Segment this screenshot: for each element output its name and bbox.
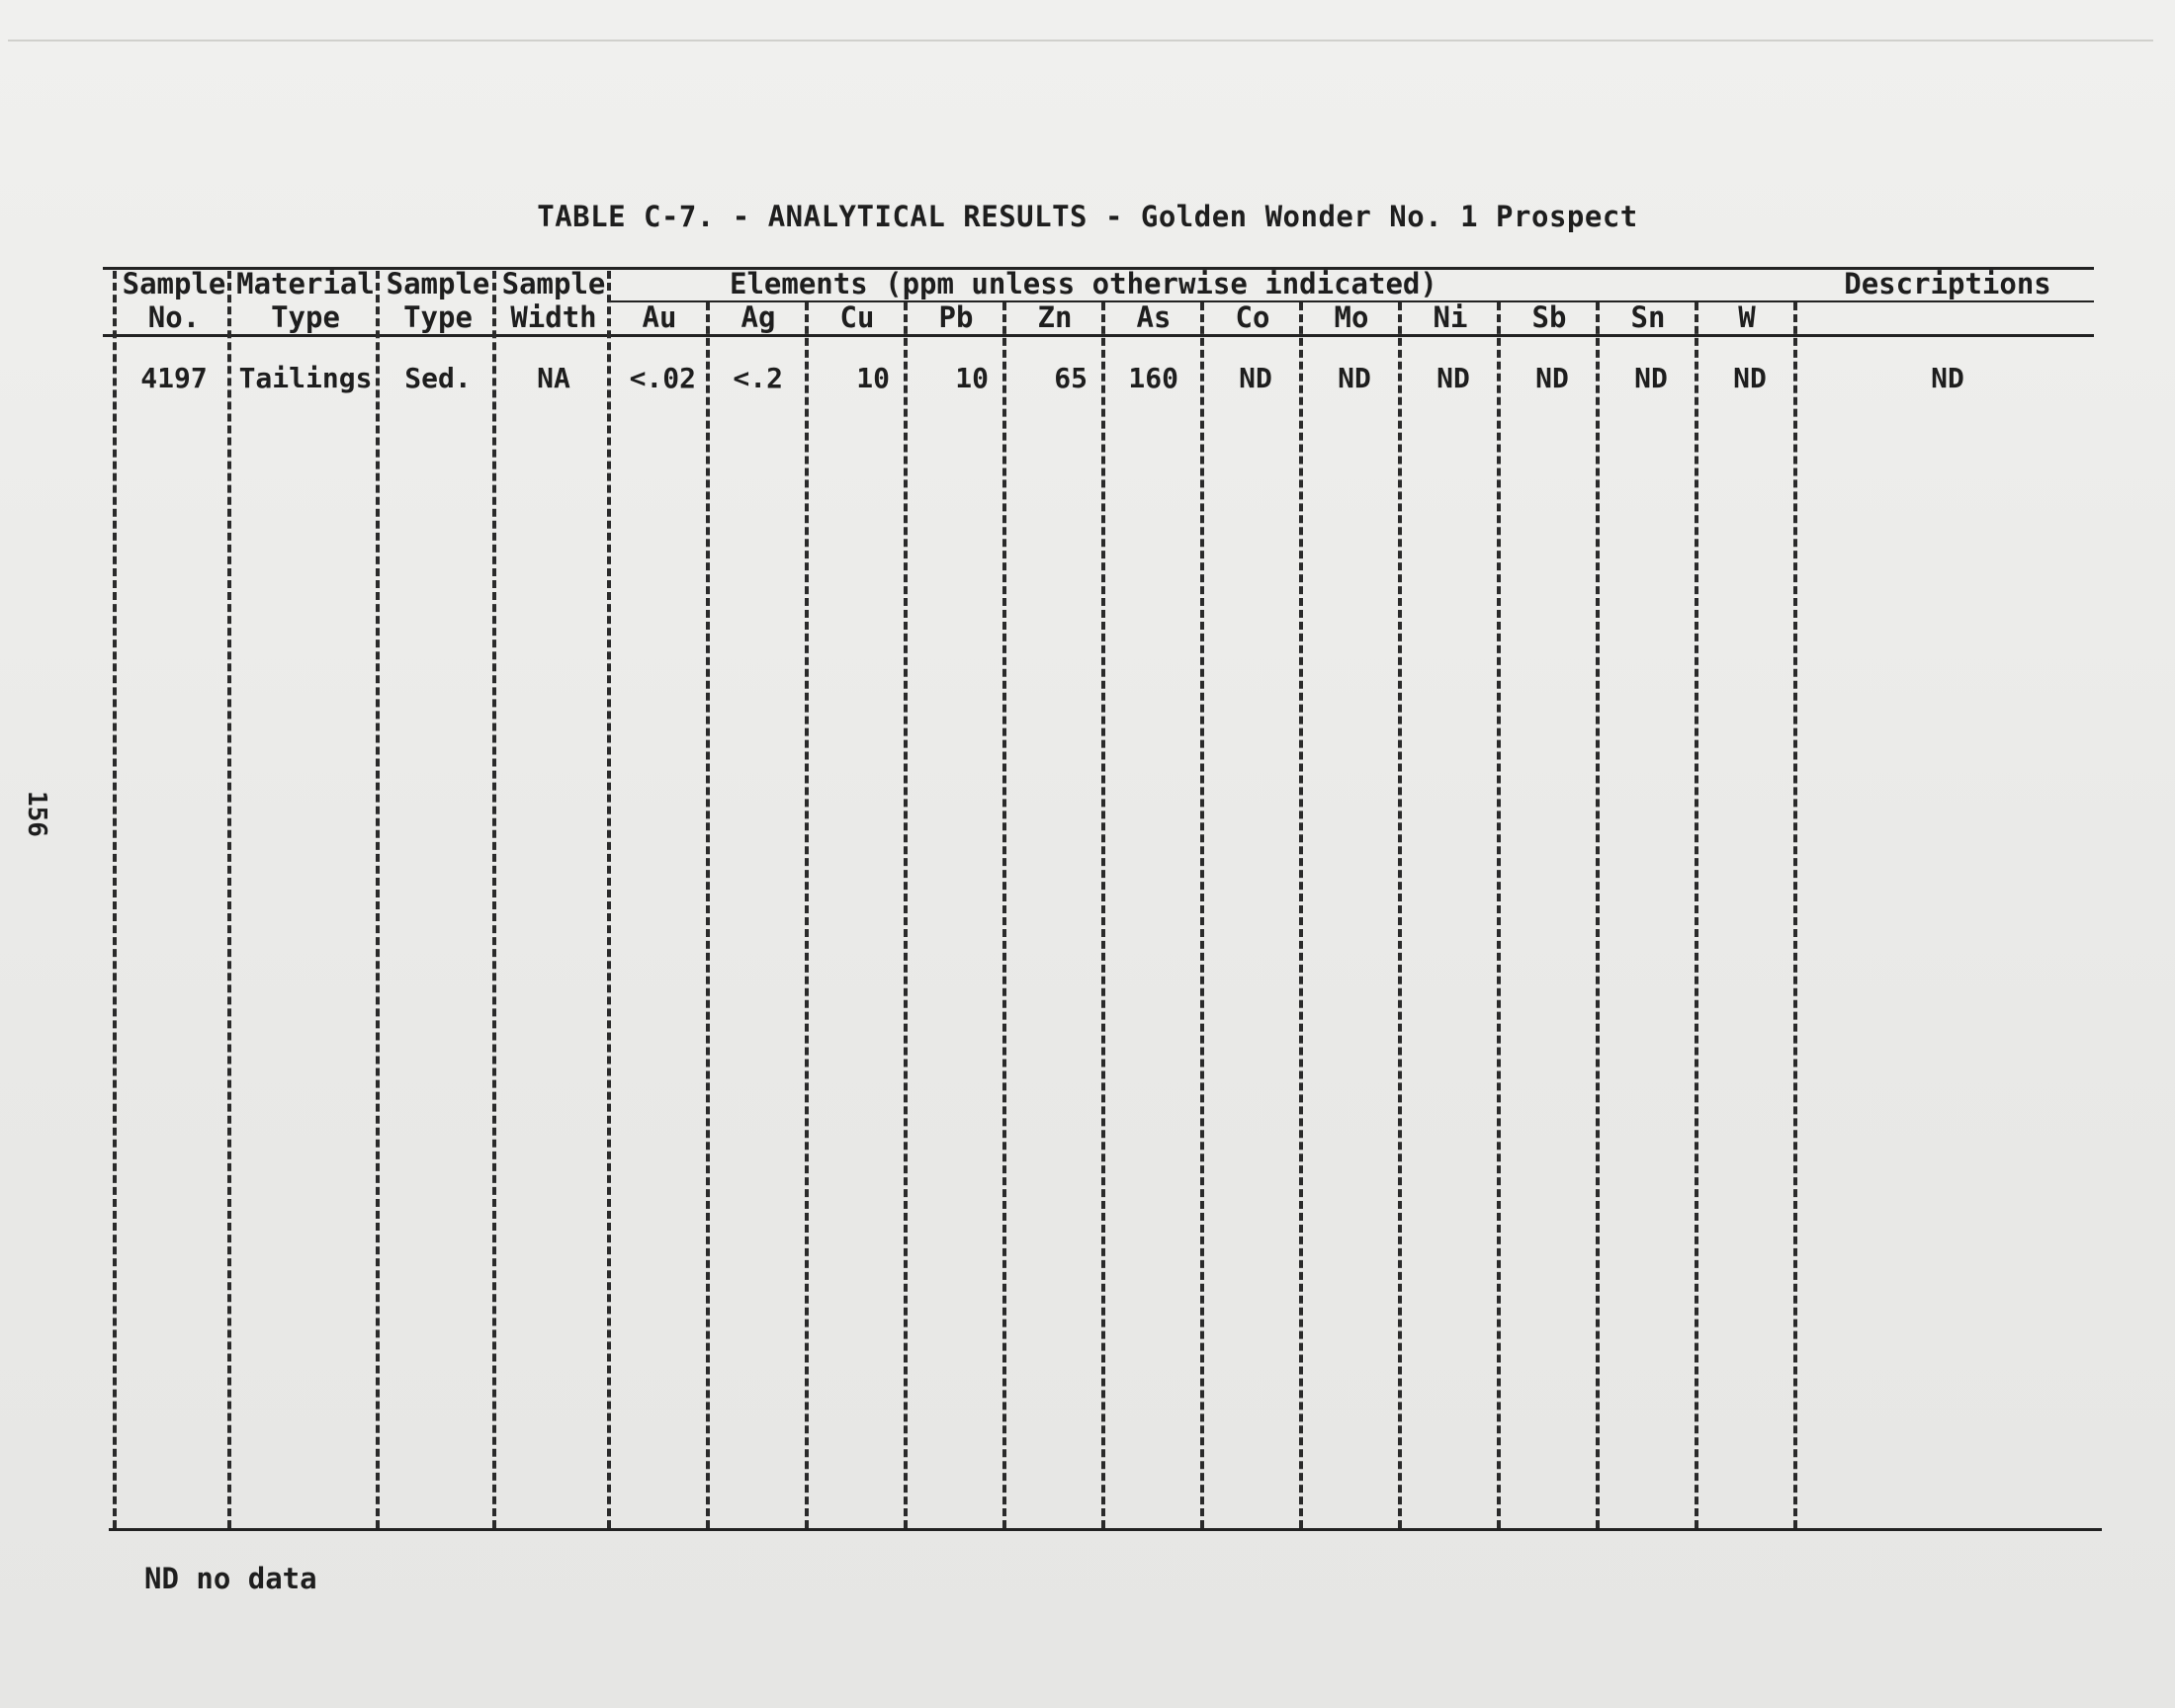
header-material-type-line1: Material <box>236 267 375 300</box>
header-element-ni: Ni <box>1433 300 1468 334</box>
cell-ni: ND <box>1436 362 1470 394</box>
header-element-cu: Cu <box>839 300 875 334</box>
cell-material-type: Tailings <box>238 362 373 394</box>
header-element-ag: Ag <box>740 300 776 334</box>
table-title: TABLE C-7. - ANALYTICAL RESULTS - Golden Wonder No. 1 Prospect <box>537 200 1638 233</box>
cell-co: ND <box>1239 362 1272 394</box>
cell-au: <.02 <box>629 362 696 394</box>
header-elements-group: Elements (ppm unless otherwise indicated) <box>730 267 1437 300</box>
cell-sn: ND <box>1634 362 1668 394</box>
table-bottom-rule <box>109 1528 2102 1531</box>
column-rule <box>1398 302 1402 1528</box>
header-element-au: Au <box>642 300 677 334</box>
column-rule <box>1200 302 1204 1528</box>
header-material-type-line2: Type <box>271 300 340 334</box>
header-element-sn: Sn <box>1630 300 1666 334</box>
column-rule <box>113 271 117 1528</box>
cell-zn: 65 <box>1054 362 1088 394</box>
column-rule <box>376 271 380 1528</box>
header-element-as: As <box>1136 300 1172 334</box>
column-rule <box>1695 302 1698 1528</box>
cell-as: 160 <box>1128 362 1178 394</box>
header-element-mo: Mo <box>1334 300 1369 334</box>
cell-sample-no: 4197 <box>140 362 208 394</box>
column-rule <box>492 271 496 1528</box>
header-sample-no-line1: Sample <box>122 267 226 300</box>
scan-edge <box>8 40 2153 42</box>
cell-w: ND <box>1733 362 1767 394</box>
cell-sample-width: NA <box>537 362 570 394</box>
footnote: ND no data <box>144 1562 317 1595</box>
header-element-w: W <box>1738 300 1756 334</box>
column-rule <box>1793 302 1797 1528</box>
cell-sample-type: Sed. <box>404 362 472 394</box>
header-sample-type-line2: Type <box>403 300 473 334</box>
column-rule <box>805 302 809 1528</box>
cell-pb: 10 <box>955 362 989 394</box>
cell-description: ND <box>1931 362 1964 394</box>
page-number: 156 <box>22 791 51 837</box>
cell-ag: <.2 <box>733 362 783 394</box>
column-rule <box>1002 302 1006 1528</box>
column-rule <box>1596 302 1600 1528</box>
column-rule <box>1299 302 1303 1528</box>
column-rule <box>607 271 611 1528</box>
header-element-pb: Pb <box>938 300 974 334</box>
header-element-co: Co <box>1235 300 1270 334</box>
header-sample-width-line1: Sample <box>501 267 606 300</box>
column-rule <box>904 302 908 1528</box>
header-sample-width-line2: Width <box>510 300 597 334</box>
cell-cu: 10 <box>856 362 890 394</box>
header-sample-no-line2: No. <box>147 300 201 334</box>
header-sample-type-line1: Sample <box>386 267 490 300</box>
header-descriptions: Descriptions <box>1844 267 2051 300</box>
cell-sb: ND <box>1535 362 1569 394</box>
column-rule <box>1101 302 1105 1528</box>
column-rule <box>227 271 231 1528</box>
cell-mo: ND <box>1338 362 1371 394</box>
header-element-zn: Zn <box>1037 300 1073 334</box>
column-rule <box>706 302 710 1528</box>
column-rule <box>1497 302 1501 1528</box>
header-element-sb: Sb <box>1531 300 1567 334</box>
